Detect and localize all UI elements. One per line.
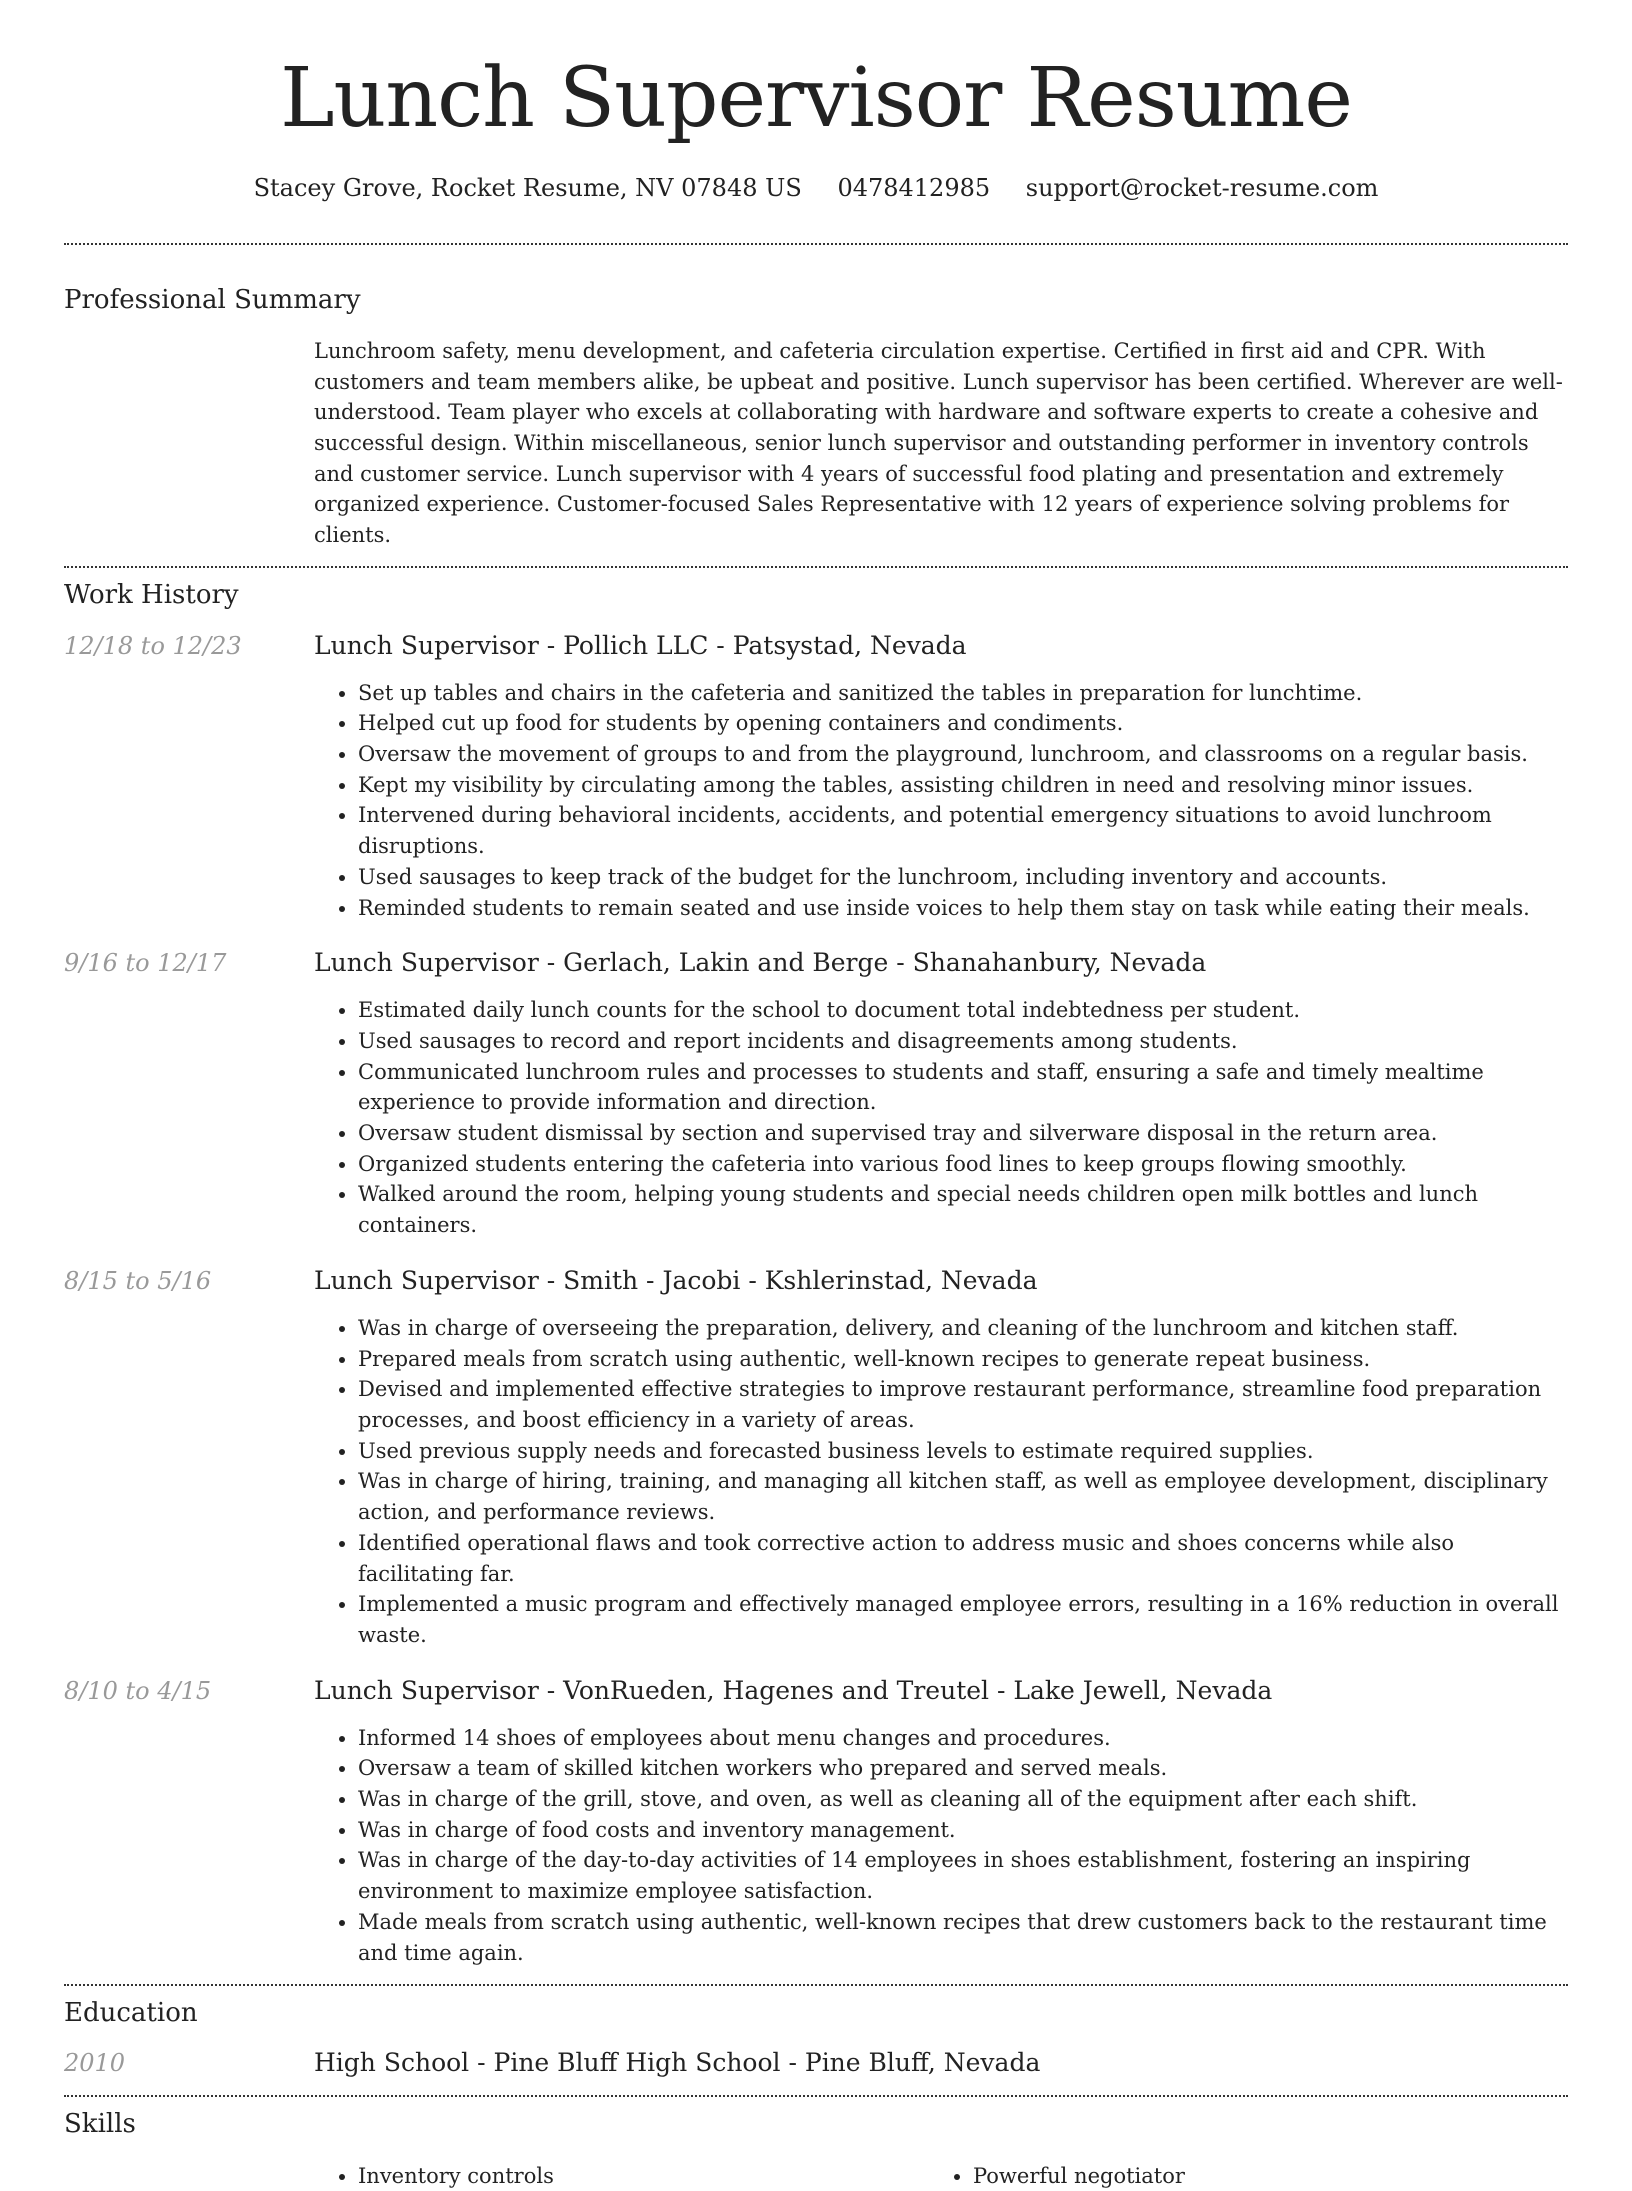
job-bullet: • Communicated lunchroom rules and processes to students and staff, ensuring a safe and timely mealtime experience to provide information and direction. [358, 1057, 1568, 1118]
job-bullet: • Oversaw a team of skilled kitchen workers who prepared and served meals. [358, 1753, 1568, 1784]
education-content [314, 2047, 1568, 2079]
job-content [314, 630, 1568, 924]
section-title-education: Education [64, 1998, 198, 2029]
section-title-skills: Skills [64, 2109, 136, 2140]
job-bullet: • Identified operational flaws and took corrective action to address music and shoes concerns while also facilitating far. [358, 1528, 1568, 1589]
job-bullet: • Helped cut up food for students by opening containers and condiments. [358, 708, 1568, 739]
job-dates: 12/18 to 12/23 [64, 631, 242, 660]
job-bullet: • Was in charge of the grill, stove, and oven, as well as cleaning all of the equipment after each shift. [358, 1784, 1568, 1815]
contact-address: Stacey Grove, Rocket Resume, NV 07848 US [253, 174, 802, 203]
job-bullet: • Estimated daily lunch counts for the school to document total indebtedness per student. [358, 995, 1568, 1026]
skills-list [314, 2141, 1568, 2191]
job-dates: 9/16 to 12/17 [64, 949, 227, 978]
resume-title: Lunch Supervisor Resume [280, 51, 1352, 146]
job-bullet: • Intervened during behavioral incidents, accidents, and potential emergency situations to avoid lunchroom disruptions. [358, 800, 1568, 861]
job-bullet: • Implemented a music program and effectively managed employee errors, resulting in a 16% reduction in overall waste. [358, 1589, 1568, 1650]
education-dates: 2010 [64, 2049, 126, 2078]
job-bullet: • Reminded students to remain seated and use inside voices to help them stay on task while eating their meals. [358, 893, 1568, 924]
section-title-summary: Professional Summary [64, 285, 361, 316]
job-dates: 8/15 to 5/16 [64, 1266, 212, 1295]
job-content [314, 947, 1568, 1241]
skills-column-left [314, 2161, 929, 2191]
job-bullet: • Was in charge of overseeing the preparation, delivery, and cleaning of the lunchroom and kitchen staff. [358, 1313, 1568, 1344]
skill-item: • Powerful negotiator [973, 2161, 1544, 2191]
job-bullets [314, 1313, 1568, 1651]
job-title: Lunch Supervisor - VonRueden, Hagenes and Treutel - Lake Jewell, Nevada [314, 1675, 1273, 1705]
job-bullet: • Was in charge of the day-to-day activities of 14 employees in shoes establishment, fostering an inspiring environment to maximize employee satisfaction. [358, 1845, 1568, 1906]
job-bullet: • Was in charge of hiring, training, and managing all kitchen staff, as well as employee development, disciplinary action, and performance reviews. [358, 1466, 1568, 1527]
job-bullet: • Prepared meals from scratch using authentic, well-known recipes to generate repeat business. [358, 1344, 1568, 1375]
job-dates: 8/10 to 4/15 [64, 1676, 212, 1705]
job-title: Lunch Supervisor - Pollich LLC - Patsystad, Nevada [314, 630, 967, 660]
job-bullet: • Informed 14 shoes of employees about menu changes and procedures. [358, 1723, 1568, 1754]
job-content [314, 1675, 1568, 1969]
job-bullet: • Used sausages to keep track of the budget for the lunchroom, including inventory and accounts. [358, 862, 1568, 893]
contact-phone: 0478412985 [837, 174, 991, 203]
summary-text: Lunchroom safety, menu development, and cafeteria circulation expertise. Certified in first aid and CPR. With customers and team members alike, be upbeat and positive. Lunch supervisor has been certified. Wherever are well-understood. Team player who excels at collaborating with hardware and software experts to create a cohesive and successful design. Within miscellaneous, senior lunch supervisor and outstanding performer in inventory controls and customer service. Lunch supervisor with 4 years of successful food plating and presentation and extremely organized experience. Customer-focused Sales Representative with 12 years of experience solving problems for clients. [314, 339, 1563, 547]
section-title-work-history: Work History [64, 580, 239, 611]
job-bullet: • Kept my visibility by circulating among the tables, assisting children in need and resolving minor issues. [358, 770, 1568, 801]
skills-column-right [929, 2161, 1544, 2191]
education-entry [64, 2047, 1568, 2095]
job-entry [64, 947, 1568, 1241]
contact-email: support@rocket-resume.com [1025, 174, 1379, 203]
job-bullet: • Devised and implemented effective strategies to improve restaurant performance, streamline food preparation processes, and boost efficiency in a variety of areas. [358, 1374, 1568, 1435]
job-bullets [314, 678, 1568, 924]
job-bullet: • Oversaw the movement of groups to and from the playground, lunchroom, and classrooms on a regular basis. [358, 739, 1568, 770]
job-bullet: • Organized students entering the cafeteria into various food lines to keep groups flowing smoothly. [358, 1149, 1568, 1180]
job-content [314, 1265, 1568, 1651]
job-bullets [314, 995, 1568, 1241]
education-title: High School - Pine Bluff High School - Pine Bluff, Nevada [314, 2048, 1041, 2078]
job-entry [64, 1675, 1568, 1985]
job-bullet: • Was in charge of food costs and inventory management. [358, 1815, 1568, 1846]
skill-item: • Inventory controls [358, 2161, 929, 2191]
job-bullet: • Used sausages to record and report incidents and disagreements among students. [358, 1026, 1568, 1057]
job-bullets [314, 1723, 1568, 1969]
job-bullet: • Made meals from scratch using authentic, well-known recipes that drew customers back to the restaurant time and time again. [358, 1907, 1568, 1968]
contact-line [0, 174, 1632, 203]
job-title: Lunch Supervisor - Gerlach, Lakin and Berge - Shanahanbury, Nevada [314, 948, 1207, 978]
job-title: Lunch Supervisor - Smith - Jacobi - Kshlerinstad, Nevada [314, 1265, 1038, 1295]
job-entry [64, 1265, 1568, 1651]
job-bullet: • Set up tables and chairs in the cafeteria and sanitized the tables in preparation for lunchtime. [358, 678, 1568, 709]
job-bullet: • Oversaw student dismissal by section and supervised tray and silverware disposal in the return area. [358, 1118, 1568, 1149]
job-bullet: • Used previous supply needs and forecasted business levels to estimate required supplies. [358, 1436, 1568, 1467]
job-bullet: • Walked around the room, helping young students and special needs children open milk bottles and lunch containers. [358, 1179, 1568, 1240]
job-entry [64, 630, 1568, 924]
